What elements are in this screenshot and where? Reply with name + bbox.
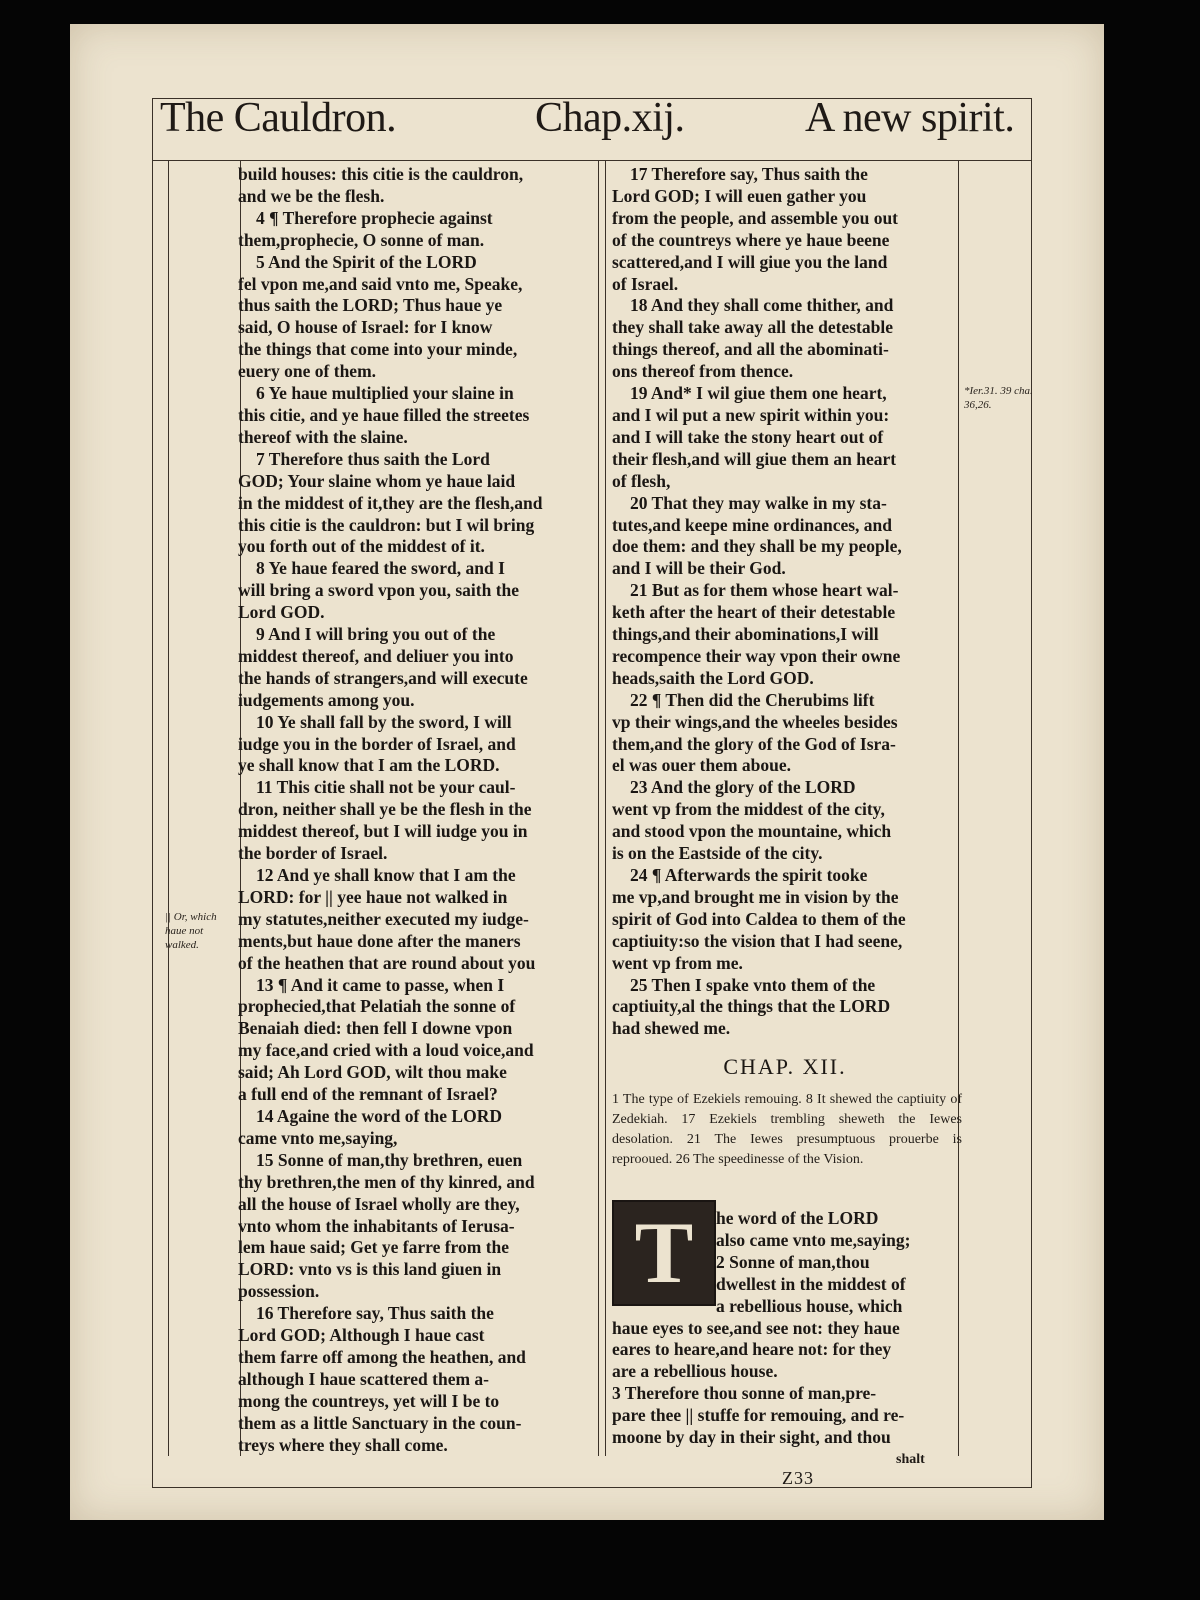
column-divider (598, 160, 599, 1456)
left-column-line: 11 This citie shall not be your caul- (256, 777, 516, 798)
left-column-line: middest thereof, and deliuer you into (238, 645, 514, 666)
drop-cap-letter: T (634, 1204, 694, 1302)
left-column-line: fel vpon me,and said vnto me, Speake, (238, 273, 523, 294)
left-column-line: GOD; Your slaine whom ye haue laid (238, 470, 516, 491)
chapter-opening-line: haue eyes to see,and see not: they haue (612, 1317, 900, 1338)
left-column-line: middest thereof, but I will iudge you in (238, 821, 528, 842)
right-column-line: they shall take away all the detestable (612, 317, 893, 338)
left-column-line: Lord GOD; Although I haue cast (238, 1325, 485, 1346)
running-head-left: The Cauldron. (160, 95, 397, 141)
left-column-line: thereof with the slaine. (238, 426, 408, 447)
right-column (612, 164, 960, 1040)
left-column-line: thy brethren,the men of thy kinred, and (238, 1171, 535, 1192)
right-column-line: and I will take the stony heart out of (612, 426, 884, 447)
left-column-line: iudgements among you. (238, 689, 415, 710)
left-column-line: thus saith the LORD; Thus haue ye (238, 295, 503, 316)
catchword: shalt (896, 1452, 925, 1467)
right-column-line: of Israel. (612, 273, 679, 294)
right-column-line: vp their wings,and the wheeles besides (612, 711, 898, 732)
left-column-line: dron, neither shall ye be the flesh in the (238, 799, 532, 820)
chapter-opening-line: also came vnto me,saying; (716, 1229, 911, 1250)
left-column-line: 6 Ye haue multiplied your slaine in (256, 383, 514, 404)
left-column-line: 4 ¶ Therefore prophecie against (256, 207, 493, 228)
chapter-opening-line: eares to heare,and heare not: for they (612, 1339, 892, 1360)
left-column-line: the border of Israel. (238, 843, 388, 864)
right-column-line: went vp from me. (612, 952, 743, 973)
right-column-line: keth after the heart of their detestable (612, 602, 896, 623)
right-column-line: of flesh, (612, 470, 671, 491)
right-column-line: and I wil put a new spirit within you: (612, 404, 890, 425)
left-column-line: lem haue said; Get ye farre from the (238, 1237, 510, 1258)
left-column-line: treys where they shall come. (238, 1434, 448, 1455)
chapter-summary: 1 The type of Ezekiels remouing. 8 It shewed the captiuity of Zedekiah. 17 Ezekiels trembling sheweth the Iewes desolation. 21 The Iewes presumptuous prouerbe is reprooued. 26 The speedinesse of the Vision. (612, 1092, 962, 1167)
chapter-opening (612, 1208, 960, 1449)
left-column-line: Benaiah died: then fell I downe vpon (238, 1018, 513, 1039)
left-column-line: ye shall know that I am the LORD. (238, 755, 500, 776)
left-column-line: my statutes,neither executed my iudge- (238, 908, 529, 929)
margin-rule-left (168, 160, 169, 1456)
left-column-line: prophecied,that Pelatiah the sonne of (238, 996, 516, 1017)
right-column-line: their flesh,and will giue them an heart (612, 448, 897, 469)
right-column-line: doe them: and they shall be my people, (612, 536, 902, 557)
right-column-line: had shewed me. (612, 1018, 731, 1039)
right-column-line: 17 Therefore say, Thus saith the (630, 164, 868, 184)
left-column-line: 8 Ye haue feared the sword, and I (256, 558, 505, 579)
right-column-line: 23 And the glory of the LORD (630, 777, 856, 798)
chapter-opening-line: moone by day in their sight, and thou (612, 1427, 891, 1448)
header-rule (152, 160, 1032, 161)
right-column-line: went vp from the middest of the city, (612, 799, 885, 820)
left-column-line: all the house of Israel wholly are they, (238, 1193, 520, 1214)
left-column-line: 16 Therefore say, Thus saith the (256, 1303, 494, 1324)
left-column-line: 13 ¶ And it came to passe, when I (256, 974, 505, 995)
left-column-line: 9 And I will bring you out of the (256, 624, 496, 645)
left-column-line: them,prophecie, O sonne of man. (238, 229, 485, 250)
right-column-line: from the people, and assemble you out (612, 207, 899, 228)
left-column-line: this citie, and ye haue filled the streetes (238, 404, 530, 425)
left-column-line: 15 Sonne of man,thy brethren, euen (256, 1149, 523, 1170)
right-column-line: tutes,and keepe mine ordinances, and (612, 514, 893, 535)
right-column-line: 24 ¶ Afterwards the spirit tooke (630, 865, 868, 885)
chapter-opening-line: he word of the LORD (716, 1208, 879, 1228)
left-column-line: a full end of the remnant of Israel? (238, 1084, 498, 1105)
left-column-line: came vnto me,saying, (238, 1127, 398, 1148)
right-column-line: spirit of God into Caldea to them of the (612, 908, 906, 929)
left-column-line: in the middest of it,they are the flesh,and (238, 492, 543, 513)
left-column-line: of the heathen that are round about you (238, 952, 536, 973)
right-column-line: ons thereof from thence. (612, 361, 794, 382)
left-column-line: my face,and cried with a loud voice,and (238, 1040, 534, 1061)
right-column-line: captiuity,al the things that the LORD (612, 996, 891, 1017)
chapter-opening-line: pare thee || stuffe for remouing, and re- (612, 1405, 905, 1426)
left-column-line: the things that come into your minde, (238, 339, 518, 360)
left-column-line: this citie is the cauldron: but I wil bring (238, 514, 535, 535)
right-column-line: scattered,and I will giue you the land (612, 251, 888, 272)
left-column-line: euery one of them. (238, 361, 377, 382)
column-divider-2 (605, 160, 606, 1456)
left-column-line: the hands of strangers,and will execute (238, 667, 528, 688)
left-column-line: will bring a sword vpon you, saith the (238, 580, 520, 601)
right-column-line: them,and the glory of the God of Isra- (612, 733, 896, 754)
left-column-line: mong the countreys, yet will I be to (238, 1390, 500, 1411)
right-column-line: 18 And they shall come thither, and (630, 295, 894, 316)
right-column-line: 25 Then I spake vnto them of the (630, 974, 876, 995)
right-column-line: captiuity:so the vision that I had seene, (612, 930, 903, 951)
right-column-line: 21 But as for them whose heart wal- (630, 580, 899, 601)
right-column-line: el was ouer them aboue. (612, 755, 792, 776)
right-column-line: things,and their abominations,I will (612, 624, 879, 645)
left-column-line: although I haue scattered them a- (238, 1368, 489, 1389)
left-column-line: 14 Againe the word of the LORD (256, 1105, 502, 1126)
left-column-line: 12 And ye shall know that I am the (256, 865, 516, 885)
right-column-line: recompence their way vpon their owne (612, 645, 901, 666)
right-column-line: 22 ¶ Then did the Cherubims lift (630, 689, 875, 710)
left-column-line: vnto whom the inhabitants of Ierusa- (238, 1215, 515, 1236)
left-column-line: 7 Therefore thus saith the Lord (256, 448, 490, 469)
right-column-line: me vp,and brought me in vision by the (612, 886, 899, 907)
margin-note-right: *Ier.31. 39 cha. 36,26. (964, 385, 1033, 411)
right-column-line: of the countreys where ye haue beene (612, 229, 890, 250)
right-column-line: is on the Eastside of the city. (612, 843, 823, 864)
left-column-line: possession. (238, 1281, 320, 1302)
right-column-line: and I will be their God. (612, 558, 786, 579)
left-column-line: and we be the flesh. (238, 185, 385, 206)
chapter-opening-line: dwellest in the middest of (716, 1273, 906, 1294)
left-column-line: 10 Ye shall fall by the sword, I will (256, 711, 512, 732)
right-column-line: things thereof, and all the abominati- (612, 339, 889, 360)
right-column-line: Lord GOD; I will euen gather you (612, 185, 867, 206)
left-column-line: you forth out of the middest of it. (238, 536, 485, 557)
left-column-line: build houses: this citie is the cauldron, (238, 164, 524, 184)
left-column-line: LORD: for || yee haue not walked in (238, 886, 508, 907)
left-column-line: ments,but haue done after the maners (238, 930, 521, 951)
left-column-line: said, O house of Israel: for I know (238, 317, 493, 338)
right-column-line: 20 That they may walke in my sta- (630, 492, 887, 513)
right-column-line: and stood vpon the mountaine, which (612, 821, 892, 842)
left-column-line: them as a little Sanctuary in the coun- (238, 1412, 522, 1433)
left-column (238, 164, 590, 1456)
left-column-line: iudge you in the border of Israel, and (238, 733, 516, 754)
left-column-line: Lord GOD. (238, 602, 325, 623)
right-column-line: heads,saith the Lord GOD. (612, 667, 814, 688)
left-column-line: them farre off among the heathen, and (238, 1346, 526, 1367)
right-column-line: 19 And* I wil giue them one heart, (630, 383, 887, 404)
chapter-opening-line: 3 Therefore thou sonne of man,pre- (612, 1383, 877, 1404)
margin-note-left: || Or, which haue not walked. (165, 911, 217, 951)
left-column-line: said; Ah Lord GOD, wilt thou make (238, 1062, 507, 1083)
signature-mark: Z33 (782, 1468, 814, 1488)
left-column-line: 5 And the Spirit of the LORD (256, 251, 477, 272)
running-head-chapter: Chap.xij. (535, 95, 685, 141)
running-head-right: A new spirit. (805, 95, 1015, 141)
chapter-opening-line: a rebellious house, which (716, 1295, 903, 1316)
chapter-title: CHAP. XII. (723, 1054, 847, 1079)
left-column-line: LORD: vnto vs is this land giuen in (238, 1259, 502, 1280)
chapter-opening-line: 2 Sonne of man,thou (716, 1251, 870, 1272)
chapter-opening-line: are a rebellious house. (612, 1361, 778, 1382)
